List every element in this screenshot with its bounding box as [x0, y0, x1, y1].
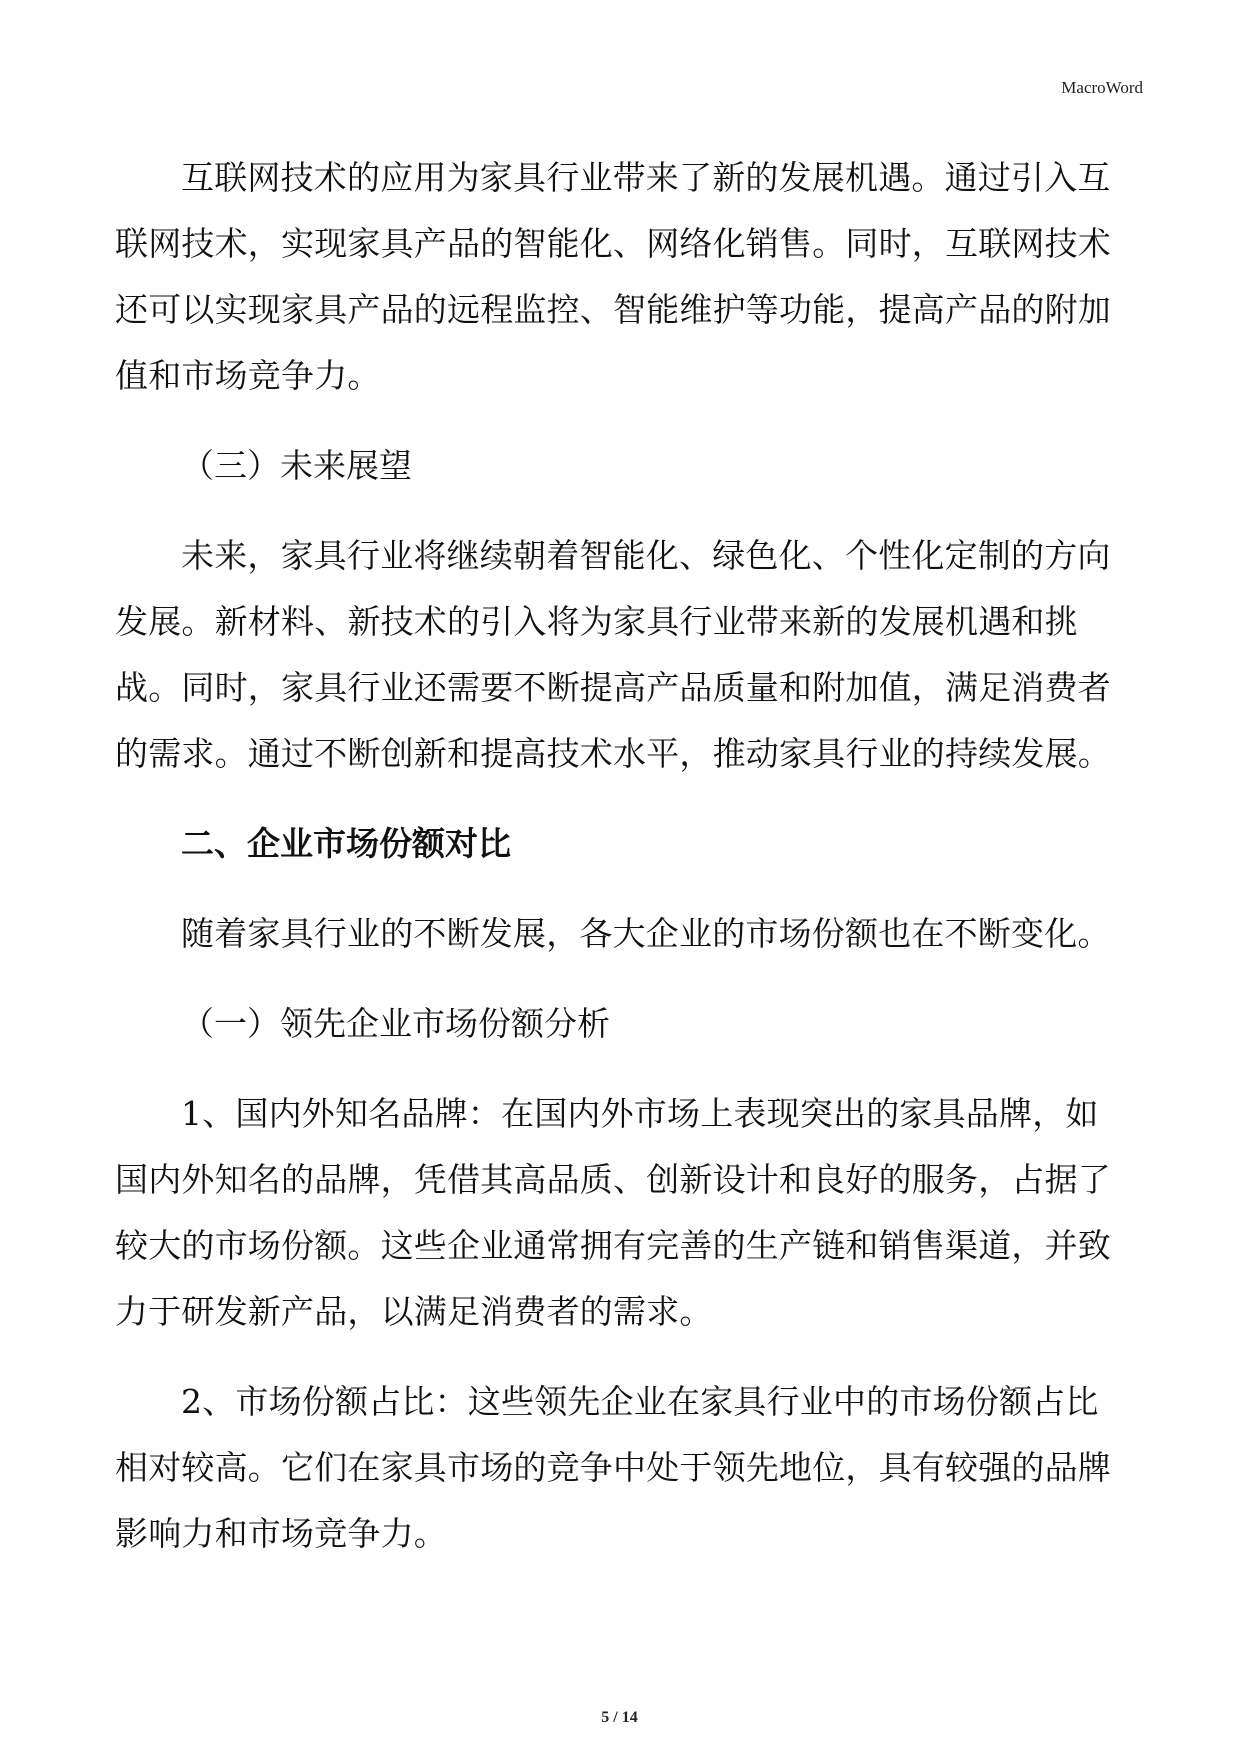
- subheading-leading-companies: （一）领先企业市场份额分析: [181, 1004, 610, 1043]
- document-body: [115, 145, 1115, 1591]
- page-number: 5 / 14: [601, 1709, 638, 1726]
- section-heading-market-share: 二、企业市场份额对比: [181, 824, 511, 863]
- subheading-future-outlook: （三）未来展望: [181, 446, 412, 485]
- paragraph-famous-brands: 1、国内外知名品牌：在国内外市场上表现突出的家具品牌，如国内外知名的品牌，凭借其高品质、创新设计和良好的服务，占据了较大的市场份额。这些企业通常拥有完善的生产链和销售渠道，并致力于研发新产品，以满足消费者的需求。: [115, 1094, 1111, 1331]
- paragraph-future-outlook: 未来，家具行业将继续朝着智能化、绿色化、个性化定制的方向发展。新材料、新技术的引入将为家具行业带来新的发展机遇和挑战。同时，家具行业还需要不断提高产品质量和附加值，满足消费者的需求。通过不断创新和提高技术水平，推动家具行业的持续发展。: [115, 536, 1111, 773]
- paragraph-share-ratio: 2、市场份额占比：这些领先企业在家具行业中的市场份额占比相对较高。它们在家具市场的竞争中处于领先地位，具有较强的品牌影响力和市场竞争力。: [115, 1382, 1111, 1553]
- paragraph-internet-technology: 互联网技术的应用为家具行业带来了新的发展机遇。通过引入互联网技术，实现家具产品的智能化、网络化销售。同时，互联网技术还可以实现家具产品的远程监控、智能维护等功能，提高产品的附加值和市场竞争力。: [115, 158, 1111, 395]
- header-brand: MacroWord: [1061, 78, 1143, 97]
- paragraph-market-share-intro: 随着家具行业的不断发展，各大企业的市场份额也在不断变化。: [181, 914, 1111, 953]
